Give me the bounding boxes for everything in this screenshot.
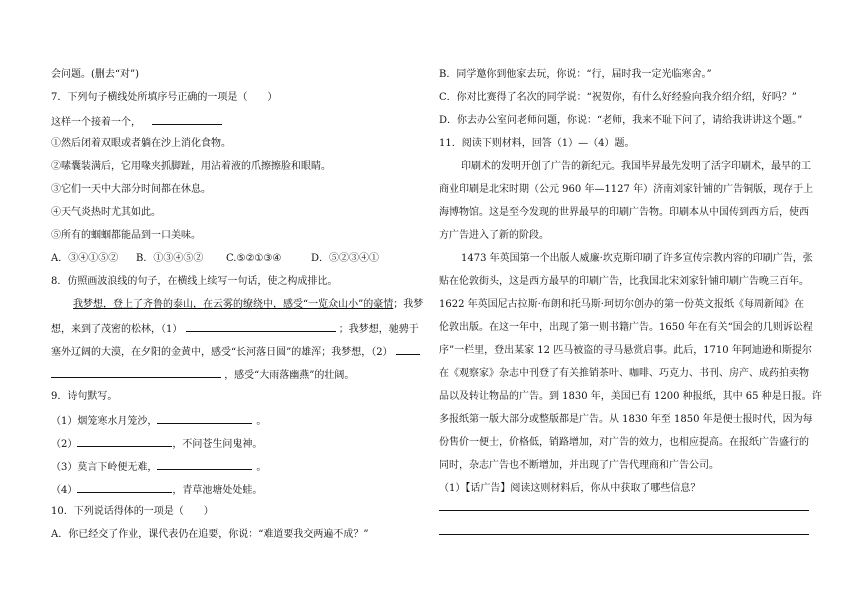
q7-option-d[interactable]: D．⑤②③④①	[311, 253, 380, 264]
q9-blank-1[interactable]	[157, 413, 252, 424]
q9-blank-2[interactable]	[77, 436, 172, 447]
q8-wavy-sentence: 我梦想，登上了齐鲁的泰山，在云雾的缭绕中，感受“一览众山小”的豪情	[73, 299, 394, 310]
q7-item-3: ③它们一天中大部分时间都在休息。	[51, 184, 211, 195]
passage-p2-line: 序”一栏里，登出某家 12 匹马被盗的寻马悬赏启事。此后，1710 年阿迪逊和斯提尔	[439, 345, 812, 356]
q7-prompt	[51, 114, 222, 130]
answer-line-2[interactable]	[439, 534, 809, 535]
q10-option-d[interactable]: D．你去办公室问老师问题，你说：“老师，我来不耻下问了，请给我讲讲这个题。”	[439, 115, 803, 126]
q9-item-1-text: （1）烟笼寒水月笼沙，	[51, 416, 158, 427]
passage-p1-line: 印刷术的发明开创了广告的新纪元。我国毕昇最先发明了活字印刷术，最早的工	[461, 161, 811, 172]
q7-option-b[interactable]: B．①③④⑤②	[136, 253, 204, 264]
q7-answer-blank[interactable]	[152, 114, 222, 125]
passage-p2-line: 贴在伦敦街头，这是西方最早的印刷广告，比我国北宋刘家针铺印刷广告晚三百年。	[439, 276, 809, 287]
q8-line-2-b: ；我梦想，驰骋于	[338, 324, 419, 335]
q7-options	[51, 252, 379, 266]
q7-option-a[interactable]: A．③④①⑤②	[51, 253, 119, 264]
q7-item-1: ①然后闭着双眼或者躺在沙上消化食物。	[51, 138, 231, 149]
q8-line-4	[51, 367, 354, 383]
q8-blank-1[interactable]	[186, 321, 336, 332]
q11-sub-1: （1）【话广告】阅读这则材料后，你从中获取了哪些信息？	[439, 483, 701, 494]
q8-after-wavy: ；我梦	[393, 299, 424, 310]
q9-item-2-text: ，不问苍生问鬼神。	[172, 439, 263, 450]
q9-item-1	[51, 413, 266, 429]
passage-p2-line: 同时，杂志广告也不断增加，并出现了广告代理商和广告公司。	[439, 460, 719, 471]
q11-title: 11．阅读下则材料，回答（1）—（4）题。	[439, 138, 635, 149]
q10-title: 10．下列说话得体的一项是（ ）	[51, 506, 214, 517]
q7-item-4: ④天气炎热时尤其如此。	[51, 207, 161, 218]
q8-line-3	[51, 344, 420, 360]
passage-p2-line: 在《观察家》杂志中刊登了有关推销茶叶、咖啡、巧克力、书刊、房产、成药拍卖物	[439, 368, 809, 379]
passage-p2-line: 多报纸第一版大部分或整版都是广告。从 1830 年至 1850 年是便士报时代，因为每	[439, 414, 813, 425]
q8-line-2	[51, 321, 419, 337]
q8-line-1	[51, 298, 423, 312]
q9-item-2	[51, 436, 262, 452]
q7-title: 7．下列句子横线处所填序号正确的一项是（ ）	[51, 92, 278, 103]
q10-option-b[interactable]: B．同学邀你到他家去玩，你说：“行，届时我一定光临寒舍。”	[439, 69, 712, 80]
passage-p2-line: 品以及转让物品的广告。到 1830 年，美国已有 1200 种报纸，其中 65 种是日报。许	[439, 391, 822, 402]
q8-line-2-a: 想，来到了茂密的松林，（1）	[51, 324, 183, 335]
q8-title: 8．仿照画波浪线的句子，在横线上续写一句话，使之构成排比。	[51, 276, 338, 287]
q10-option-a[interactable]: A．你已经交了作业，课代表仍在追要，你说：“难道要我交两遍不成？”	[51, 529, 369, 540]
q7-option-c[interactable]: C.⑤②①③④	[226, 253, 282, 264]
q9-item-1-end: 。	[256, 416, 267, 427]
q9-blank-3[interactable]	[157, 459, 252, 470]
passage-p1-line: 商业印刷是北宋时期（公元 960 年—1127 年）济南刘家针铺的广告铜版，现存于上	[439, 184, 814, 195]
q9-item-4-num: （4）	[51, 485, 78, 496]
passage-p2-line: 1622 年英国尼古拉斯·布朗和托马斯·珂切尔创办的第一份英文报纸《每周新闻》在	[439, 299, 804, 310]
q10-option-c[interactable]: C．你对比赛得了名次的同学说：“祝贺你，有什么好经验向我介绍介绍，好吗？”	[439, 92, 797, 103]
q9-title: 9．诗句默写。	[51, 391, 118, 402]
q9-blank-4[interactable]	[77, 482, 172, 493]
passage-p1-line: 海博物馆。这是至今发现的世界最早的印刷广告物。印刷本从中国传到西方后，使西	[439, 207, 809, 218]
q8-blank-2-start[interactable]	[396, 344, 420, 355]
q9-item-4	[51, 482, 262, 498]
q7-item-2: ②嗉囊装满后，它用喙夹抓脚趾，用沾着液的爪擦擦脸和眼睛。	[51, 161, 331, 172]
q8-blank-2[interactable]	[51, 367, 221, 378]
q9-item-2-num: （2）	[51, 439, 78, 450]
answer-line-1[interactable]	[439, 510, 809, 511]
passage-p2-line: 1473 年英国第一个出版人威廉·坎克斯印刷了许多宣传宗教内容的印刷广告，张	[461, 253, 813, 264]
q7-item-5: ⑤所有的蝈蝈都能品到一口美味。	[51, 230, 201, 241]
q9-item-3-end: 。	[256, 462, 267, 473]
q7-prompt-text: 这样一个接着一个，	[51, 117, 141, 128]
passage-p2-line: 伦敦出版。在这一年中，出现了第一则书籍广告。1650 年在有关“国会的几则诉讼程	[439, 322, 813, 333]
q8-line-4-text: ，感受“大雨落幽燕”的壮阔。	[224, 370, 355, 381]
passage-p1-line: 方广告进入了新的阶段。	[439, 230, 549, 241]
q8-line-3-a: 塞外辽阔的大漠，在夕阳的金黄中，感受“长河落日圆”的雄浑；我梦想，（2）	[51, 347, 393, 358]
q9-item-3	[51, 459, 266, 475]
q9-item-3-text: （3）莫言下岭便无难，	[51, 462, 158, 473]
passage-p2-line: 份售价一便士，价格低，销路增加，对广告的效力，也相应提高。在报纸广告盛行的	[439, 437, 809, 448]
continued-text: 会问题。(删去“对”)	[51, 69, 140, 80]
q9-item-4-text: ，青草池塘处处蛙。	[172, 485, 263, 496]
